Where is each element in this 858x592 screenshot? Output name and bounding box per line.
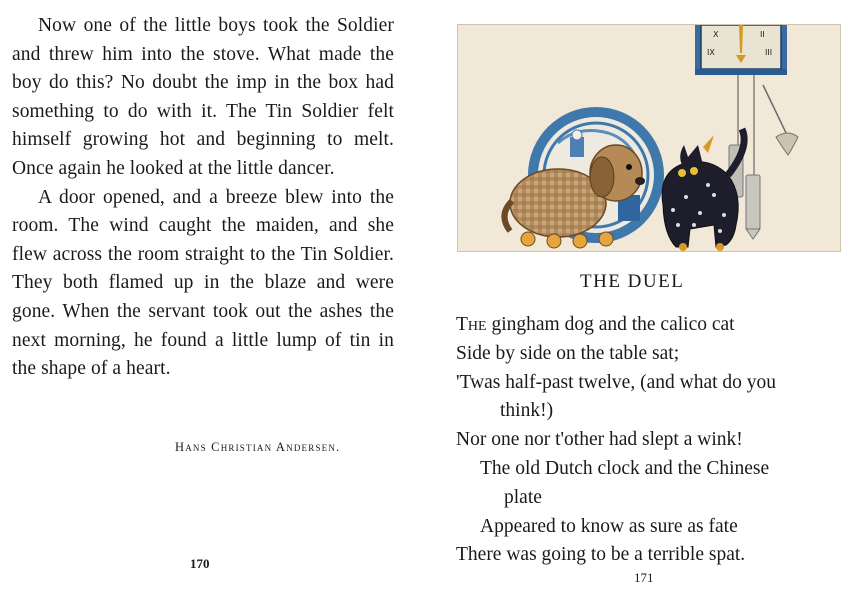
svg-text:IX: IX [707, 48, 715, 57]
illustration-dog-cat-clock-plate-icon [457, 24, 841, 252]
paragraph-1: Now one of the little boys took the Soldier and threw him into the stove. What made the boy do this? No doubt the imp in the box had something to do with it. The Tin Soldier felt himself growing hot and beginning to melt. Once again he looked at the little dancer. [12, 15, 394, 179]
poem-line-5-cont: plate [504, 486, 542, 508]
poem-title: THE DUEL [580, 271, 685, 292]
poem-line-1-rest: gingham dog and the calico cat [486, 314, 735, 335]
page-number-left: 170 [190, 556, 210, 571]
left-page [0, 0, 420, 592]
paragraph-2: A door opened, and a breeze blew into the room. The wind caught the maiden, and she flew across the room straight to the Tin Soldier. They both flamed up in the blaze and were gone. When the servant took out the ashes the next morning, he found a little lump of tin in the shape of a heart. [12, 186, 394, 380]
poem-line-4: Nor one nor t'other had slept a wink! [456, 429, 743, 451]
poem-text [456, 311, 852, 570]
poem-line-5: The old Dutch clock and the Chinese [480, 457, 770, 479]
poem-line-2: Side by side on the table sat; [456, 342, 680, 364]
poem-line-1 [456, 311, 852, 340]
svg-text:II: II [760, 30, 765, 39]
poem-line-3-cont: think!) [500, 400, 554, 422]
right-page [430, 0, 858, 592]
poem-line-7: There was going to be a terrible spat. [456, 544, 746, 566]
svg-text:III: III [765, 48, 773, 57]
poem-line-1-cap: The [456, 314, 487, 335]
story-text [12, 12, 394, 384]
author-attribution: Hans Christian Andersen. [175, 440, 341, 454]
poem-line-6: Appeared to know as sure as fate [480, 515, 738, 537]
poem-line-3: 'Twas half-past twelve, (and what do you [456, 371, 777, 393]
page-number-right: 171 [634, 570, 654, 585]
svg-text:X: X [713, 30, 719, 39]
